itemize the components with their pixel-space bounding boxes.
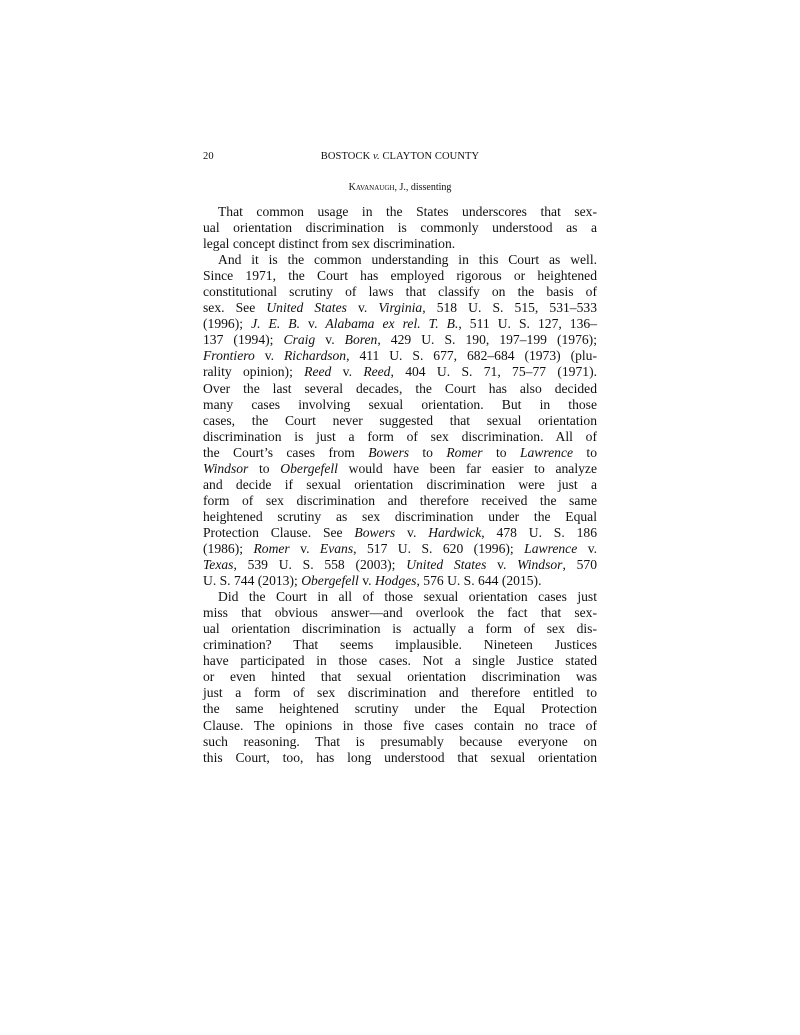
text-line: or even hinted that sexual orientation discrimination was	[203, 669, 597, 685]
text-line: Since 1971, the Court has employed rigorous or heightened	[203, 268, 597, 284]
text-line: and decide if sexual orientation discrimination were just a	[203, 476, 597, 492]
text-line: have participated in those cases. Not a single Justice stated	[203, 653, 597, 669]
text-line: Did the Court in all of those sexual orientation cases just	[218, 589, 597, 605]
text-line: just a form of sex discrimination and therefore entitled to	[203, 685, 597, 701]
text-line: (1986); Romer v. Evans, 517 U. S. 620 (1996); Lawrence v.	[203, 540, 597, 556]
text-line: Texas, 539 U. S. 558 (2003); United States v. Windsor, 570	[203, 557, 597, 573]
text-line: Windsor to Obergefell would have been far easier to analyze	[203, 460, 597, 476]
text-line: Protection Clause. See Bowers v. Hardwick, 478 U. S. 186	[203, 524, 597, 540]
text-line: sex. See United States v. Virginia, 518 U. S. 515, 531–533	[203, 300, 597, 316]
opinion-body	[203, 204, 597, 766]
text-line: such reasoning. That is presumably because everyone on	[203, 733, 597, 749]
text-line: 137 (1994); Craig v. Boren, 429 U. S. 190, 197–199 (1976);	[203, 332, 597, 348]
text-line: form of sex discrimination and therefore received the same	[203, 492, 597, 508]
text-line: the same heightened scrutiny under the Equal Protection	[203, 701, 597, 717]
text-line: And it is the common understanding in this Court as well.	[218, 252, 597, 268]
text-line: legal concept distinct from sex discrimination.	[203, 236, 456, 252]
text-line: this Court, too, has long understood that sexual orientation	[203, 749, 597, 765]
text-line: Over the last several decades, the Court has also decided	[203, 380, 597, 396]
running-head	[203, 151, 597, 167]
text-line: miss that obvious answer—and overlook the fact that sex-	[203, 605, 597, 621]
opinion-label: Kavanaugh, J., dissenting	[348, 182, 452, 193]
text-line: rality opinion); Reed v. Reed, 404 U. S. 71, 75–77 (1971).	[203, 364, 597, 380]
text-line: Frontiero v. Richardson, 411 U. S. 677, 682–684 (1973) (plu-	[203, 348, 597, 364]
case-title: BOSTOCK v. CLAYTON COUNTY	[320, 151, 480, 162]
text-line: the Court’s cases from Bowers to Romer to Lawrence to	[203, 444, 597, 460]
text-line: That common usage in the States underscores that sex-	[218, 204, 597, 219]
text-line: crimination? That seems implausible. Nineteen Justices	[203, 637, 597, 653]
text-line: discrimination is just a form of sex discrimination. All of	[203, 428, 597, 444]
text-line: ual orientation discrimination is actually a form of sex dis-	[203, 621, 597, 637]
text-line: U. S. 744 (2013); Obergefell v. Hodges, 576 U. S. 644 (2015).	[203, 573, 542, 589]
text-line: many cases involving sexual orientation. But in those	[203, 396, 597, 412]
text-line: constitutional scrutiny of laws that classify on the basis of	[203, 284, 597, 300]
text-line: heightened scrutiny as sex discrimination under the Equal	[203, 508, 597, 524]
text-line: Clause. The opinions in those five cases contain no trace of	[203, 717, 597, 733]
text-line: ual orientation discrimination is commonly understood as a	[203, 220, 597, 236]
text-line: cases, the Court never suggested that sexual orientation	[203, 412, 597, 428]
page-number: 20	[203, 151, 214, 162]
text-line: (1996); J. E. B. v. Alabama ex rel. T. B., 511 U. S. 127, 136–	[203, 316, 597, 332]
